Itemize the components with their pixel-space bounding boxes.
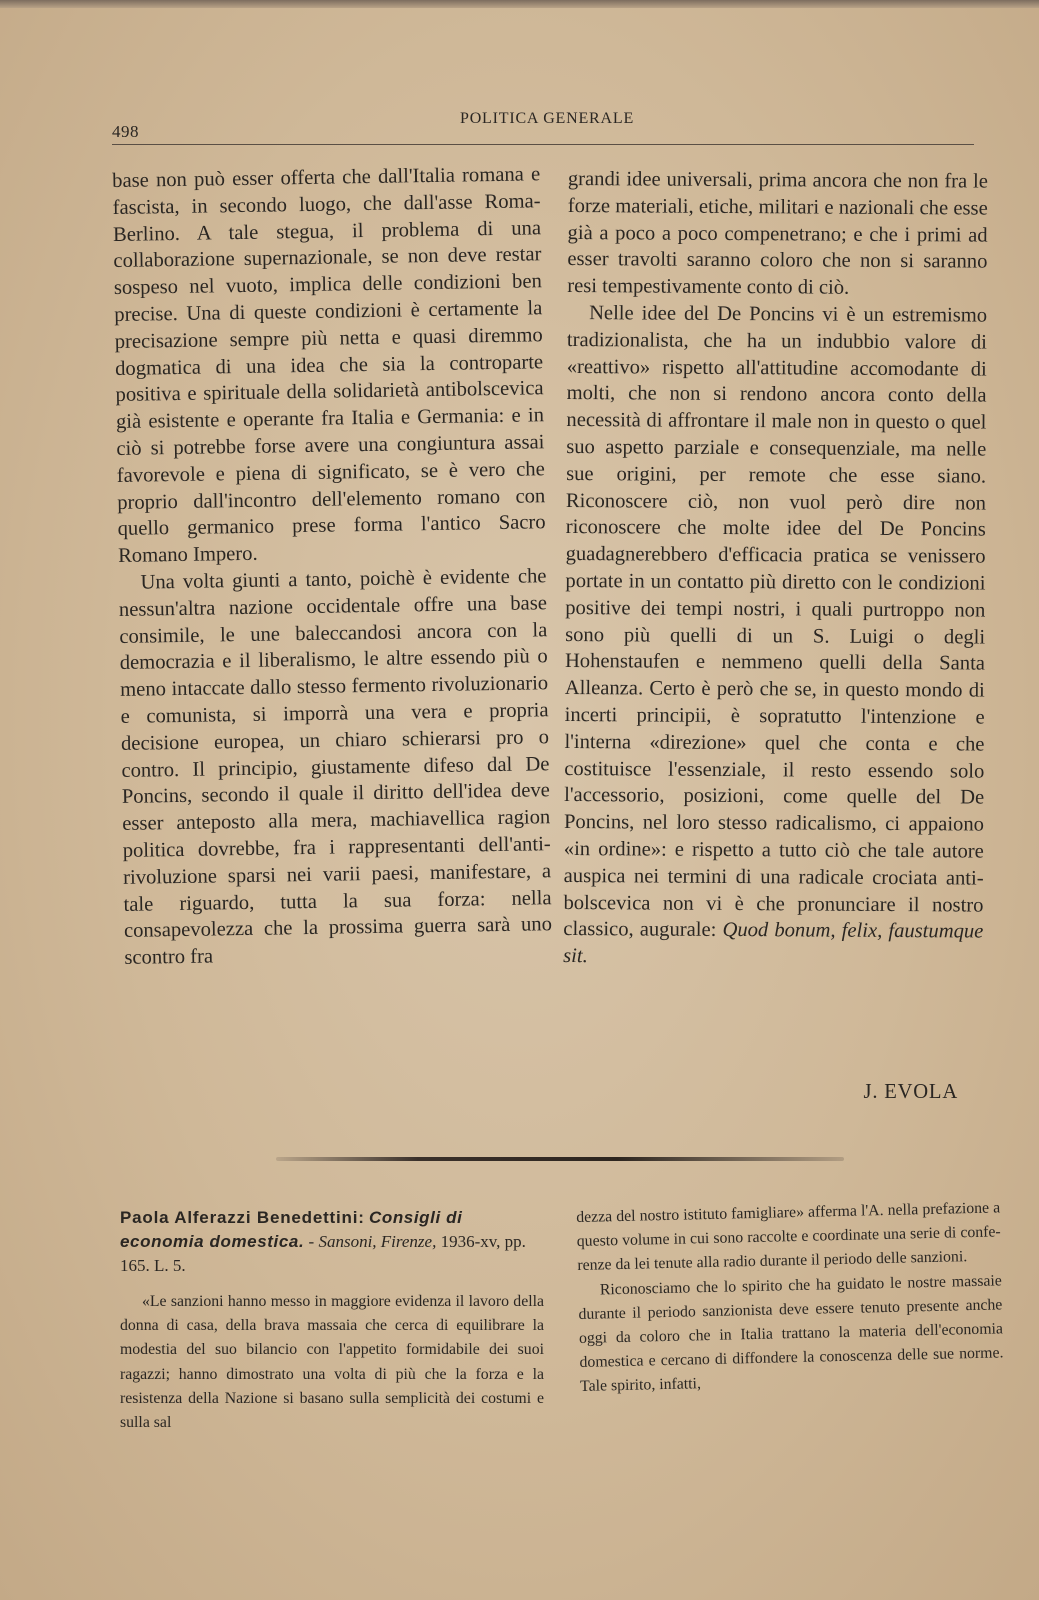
review-paragraph: dezza del nostro istituto famigliare» afferma l'A. nella prefazione a questo volume in cui sono raccolte e coordinate una serie di conferenze da lei tenute alla radio durante il periodo delle sanzioni. — [576, 1199, 1001, 1275]
article-paragraph: grandi idee universali, prima ancora che non fra le forze materiali, etiche, militari e nazionali che esse già a poco a poco compenetrano; e che i primi ad esser travolti saranno coloro che non si saranno resi tempestivamente conto di ciò. — [567, 167, 988, 299]
review-right-column — [576, 1196, 1004, 1399]
review-book-author: Paola Alferazzi Benedettini: — [120, 1208, 365, 1227]
running-head: POLITICA GENERALE — [460, 110, 635, 127]
article-paragraph: base non può esser offerta che dall'Italia romana e fascista, in secondo luogo, che dall'asse Roma-Berlino. A tale stegua, il problema di una collaborazione supernazionale, se non deve restar sospeso nel vuoto, implica delle condizioni ben precise. Una di queste condizioni è certamente la precisazione sempre più netta e quasi diremmo dogmatica di una idea che sia la controparte positiva e spirituale della solidarietà antibolscevica già esistente e operante fra Italia e Germania: e in ciò si potrebbe forse avere una congiuntura assai favorevole e piena di significato, se è vero che proprio dall'incontro dell'elemento romano con quello germanico prese forma l'antico Sacro Romano Impero. — [112, 163, 546, 568]
review-left-column — [120, 1206, 544, 1435]
review-book-title: Consigli di economia domestica. — [120, 1208, 463, 1251]
closing-motto: Quod bonum, felix, faustumque sit. — [563, 919, 984, 968]
page-top-edge — [0, 0, 1039, 8]
article-right-column — [563, 166, 988, 972]
book-review — [120, 1199, 1004, 1486]
review-book-details: 1936-xv, pp. 165. L. 5. — [120, 1232, 526, 1275]
review-paragraph: Riconosciamo che lo spirito che ha guidato le nostre massaie durante il periodo sanzionista deve essere tenuto presente anche oggi da coloro che in Italia trattano la materia dell'economia domestica e cercano di diffondere la conoscenza delle sue norme. Tale spirito, infatti, — [578, 1271, 1004, 1396]
review-publisher: - Sansoni, Firenze, — [304, 1232, 437, 1251]
review-quote: «Le sanzioni hanno messo in maggiore evidenza il lavoro della donna di casa, della brava massaia che cerca di equilibrare la modestia del suo bilancio con l'appetito formidabile dei suoi ragazzi; hanno dimostrato una volta di più che la forza e la resistenza della Nazione si basano sulla semplicità dei costumi e sulla sal — [120, 1293, 544, 1432]
author-signature: J. EVOLA — [863, 1081, 958, 1103]
article-left-column — [112, 161, 553, 972]
section-separator-rule — [276, 1157, 844, 1161]
article-paragraph: Una volta giunti a tanto, poichè è evidente che nessun'altra nazione occidentale offre una base consimile, le une baleccandosi ancora con la democrazia e il liberalismo, le altre essendo più o meno intaccate dallo stesso fermento rivoluzionario e comunista, si imporrà una vera e propria decisione europea, un chiaro schierarsi pro o contro. Il principio, giustamente difeso dal De Poncins, secondo il quale il diritto dell'idea deve esser anteposto alla mera, machiavellica ragion politica dovrebbe, fra i rappresentanti dell'anti-rivoluzione sparsi nei varii paesi, manifestare, a tale riguardo, tutta la sua forza: nella consapevolezza che la prossima guerra sarà uno scontro fra — [118, 565, 553, 970]
page-header — [112, 108, 974, 145]
article-paragraph-text: Nelle idee del De Poncins vi è un estremismo tradizionalista, che ha un indubbio valore di «reattivo» rispetto all'attitudine accomodante di molti, che non si rendono ancora conto della necessità di affrontare il male non in questo o quel suo aspetto parziale e consequenziale, ma nelle sue origini, per remote che esse siano. Riconoscere ciò, non vuol però dire non riconoscere che molte idee del De Poncins guadagnerebbero d'efficacia pratica se venissero portate in un contatto più diretto con le condizioni positive dei tempi nostri, i quali purtroppo non sono più quelli di un S. Luigi o degli Hohenstaufen e nemmeno quelli della Santa Alleanza. Certo è però che se, in questo mondo di incerti principii, è sopratutto l'intenzione e l'interna «direzione» quel che conta e che costituisce l'essenziale, il resto essendo solo l'accessorio, posizioni, come quelle del De Poncins, nel loro stesso radicalismo, ci appaiono «in ordine»: e rispetto a tutto ciò che tale autore auspica nei termini di una radicale crociata antibolscevica non vi è che pronunciare il nostro classico, augurale: — [563, 302, 988, 942]
article-paragraph — [563, 300, 987, 972]
article-body — [112, 163, 988, 1118]
review-heading — [120, 1206, 544, 1278]
page-number: 498 — [112, 122, 139, 141]
